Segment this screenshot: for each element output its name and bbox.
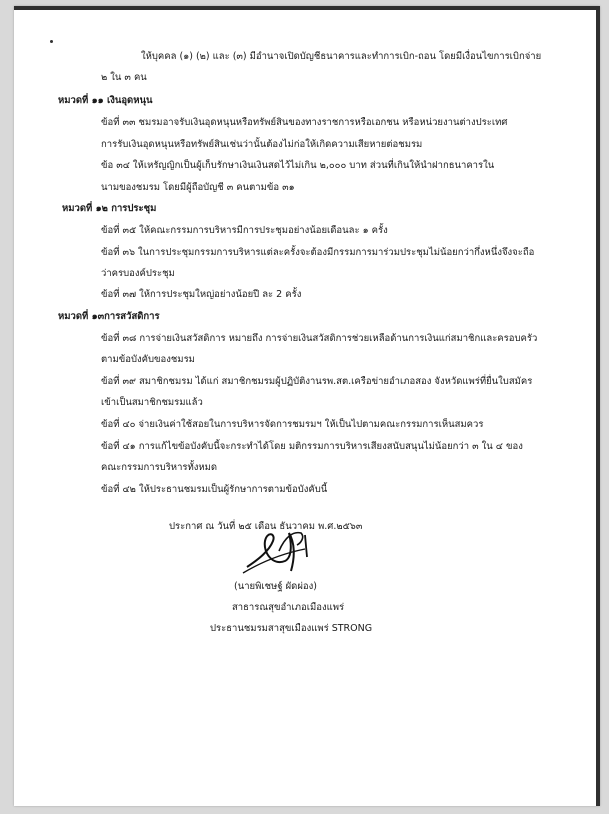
- scan-edge-top: [14, 6, 600, 10]
- text-line: นามของชมรม โดยมีผู้ถือบัญชี ๓ คนตามข้อ ๓๑: [101, 182, 295, 193]
- text-line: ข้อ ๓๔ ให้เหรัญญิกเป็นผู้เก็บรักษาเงินเงินสดไว้ไม่เกิน ๒,๐๐๐ บาท ส่วนที่เกินให้นำฝากธนาคารใน: [101, 160, 495, 171]
- text-line: ข้อที่ ๔๑ การแก้ไขข้อบังคับนี้จะกระทำได้โดย มติกรรมการบริหารเสียงสนับสนุนไม่น้อยกว่า ๓ ใน ๔ ของ: [101, 441, 523, 452]
- text-line: ให้บุคคล (๑) (๒) และ (๓) มีอำนาจเปิดบัญชีธนาคารและทำการเบิก-ถอน โดยมีเงื่อนไขการเบิกจ่าย: [141, 51, 542, 62]
- scan-speck: [50, 40, 53, 43]
- signer-title: ประธานชมรมสาสุขเมืองแพร่ STRONG: [210, 623, 373, 634]
- text-line: ข้อที่ ๓๘ การจ่ายเงินสวัสดิการ หมายถึง การจ่ายเงินสวัสดิการช่วยเหลือด้านการเงินแก่สมาชิกและครอบครัว: [101, 333, 538, 344]
- text-line: ข้อที่ ๔๒ ให้ประธานชมรมเป็นผู้รักษาการตามข้อบังคับนี้: [101, 484, 328, 495]
- text-line: การรับเงินอุดหนุนหรือทรัพย์สินเช่นว่านั้นต้องไม่ก่อให้เกิดความเสียหายต่อชมรม: [101, 139, 423, 150]
- text-line: ข้อที่ ๓๙ สมาชิกชมรม ได้แก่ สมาชิกชมรมผู้ปฏิบัติงานรพ.สต.เครือข่ายอำเภอสอง จังหวัดแพร่ที่ยื่นใบสมัคร: [101, 376, 533, 387]
- document-page: [14, 6, 600, 806]
- signer-title: สาธารณสุขอำเภอเมืองแพร่: [232, 602, 345, 613]
- announcement-date: ประกาศ ณ วันที่ ๒๕ เดือน ธันวาคม พ.ศ.๒๕๖๓: [169, 521, 363, 532]
- signer-name: (นายพิเชษฐ์ ผัดผ่อง): [234, 581, 317, 592]
- section-heading: หมวดที่ ๑๓การสวัสดิการ: [58, 311, 160, 322]
- text-line: ข้อที่ ๔๐ จ่ายเงินค่าใช้สอยในการบริหารจัดการชมรมฯ ให้เป็นไปตามคณะกรรมการเห็นสมควร: [101, 419, 484, 430]
- text-line: เข้าเป็นสมาชิกชมรมแล้ว: [101, 397, 203, 408]
- text-line: ๒ ใน ๓ คน: [101, 72, 147, 83]
- text-line: ข้อที่ ๓๗ ให้การประชุมใหญ่อย่างน้อยปี ละ 2 ครั้ง: [101, 289, 302, 300]
- text-line: ว่าครบองค์ประชุม: [101, 268, 175, 279]
- signature: [239, 511, 329, 586]
- text-line: ข้อที่ ๓๖ ในการประชุมกรรมการบริหารแต่ละครั้งจะต้องมีกรรมการมาร่วมประชุมไม่น้อยกว่ากึ่งหนึ่งจึงจะถือ: [101, 247, 535, 258]
- scan-edge-right: [596, 6, 600, 806]
- text-line: คณะกรรมการบริหารทั้งหมด: [101, 462, 218, 473]
- section-heading: หมวดที่ ๑๒ การประชุม: [62, 203, 157, 214]
- text-line: ข้อที่ ๓๓ ชมรมอาจรับเงินอุดหนุนหรือทรัพย์สินของทางราชการหรือเอกชน หรือหน่วยงานต่างประเทศ: [101, 117, 508, 128]
- text-line: ข้อที่ ๓๕ ให้คณะกรรมการบริหารมีการประชุมอย่างน้อยเดือนละ ๑ ครั้ง: [101, 225, 388, 236]
- section-heading: หมวดที่ ๑๑ เงินอุดหนุน: [58, 95, 153, 106]
- text-line: ตามข้อบังคับของชมรม: [101, 354, 195, 365]
